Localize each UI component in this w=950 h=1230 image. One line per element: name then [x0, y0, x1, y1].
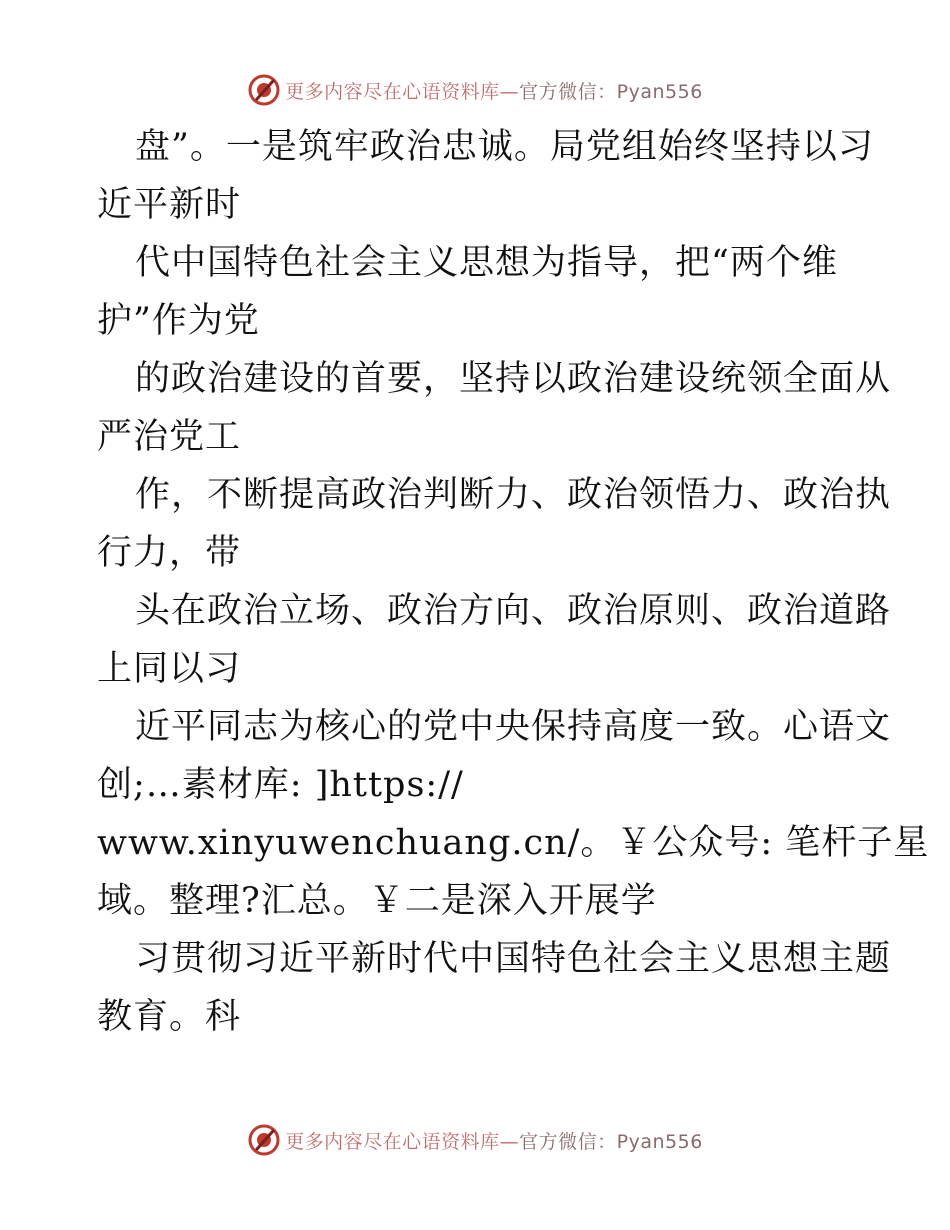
footer-watermark-banner	[0, 1120, 950, 1160]
text-line: 习贯彻习近平新时代中国特色社会主义思想主题	[135, 939, 892, 979]
text-line: www.xinyuwenchuang.cn/。￥公众号: 笔杆子星	[97, 823, 930, 863]
text-line: 护”作为党	[97, 301, 260, 341]
text-line: 作，不断提高政治判断力、政治领悟力、政治执	[135, 475, 892, 515]
brand-logo-icon	[247, 73, 281, 107]
text-line: 近平同志为核心的党中央保持高度一致。心语文	[135, 707, 892, 747]
text-line: 教育。科	[97, 997, 242, 1037]
text-line: 代中国特色社会主义思想为指导，把“两个维	[135, 243, 838, 283]
watermark-text: 更多内容尽在心语资料库—官方微信：Pyan556	[285, 1130, 703, 1153]
text-line: 行力，带	[97, 533, 242, 573]
text-line: 上同以习	[97, 649, 242, 689]
watermark-text: 更多内容尽在心语资料库—官方微信：Pyan556	[285, 80, 703, 103]
text-line: 近平新时	[97, 185, 242, 225]
text-line: 域。整理?汇总。￥二是深入开展学	[97, 881, 657, 921]
brand-logo-icon	[247, 1123, 281, 1157]
text-line: 盘”。一是筑牢政治忠诚。局党组始终坚持以习	[135, 127, 874, 167]
text-line: 的政治建设的首要，坚持以政治建设统领全面从	[135, 359, 892, 399]
text-line: 头在政治立场、政治方向、政治原则、政治道路	[135, 591, 892, 631]
header-watermark-banner	[0, 70, 950, 110]
document-body	[97, 118, 930, 1046]
text-line: 严治党工	[97, 417, 242, 457]
text-line: 创;…素材库: ]https://	[97, 765, 464, 805]
